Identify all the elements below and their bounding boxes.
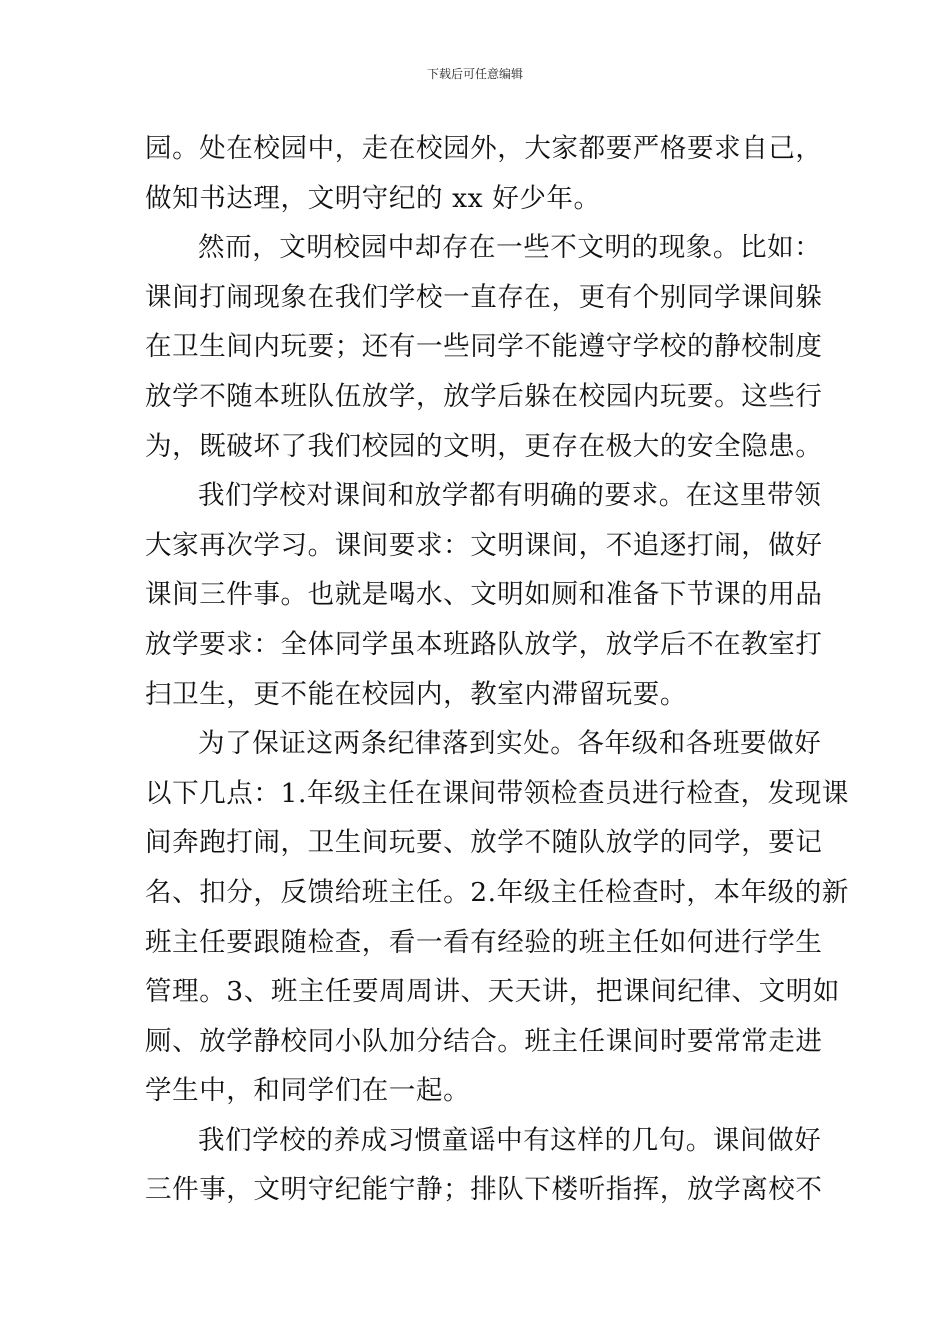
text-line: 课间三件事。也就是喝水、文明如厕和准备下节课的用品: [145, 579, 823, 611]
text-line: 扫卫生，更不能在校园内，教室内滞留玩要。: [145, 678, 687, 710]
text-line: 学生中，和同学们在一起。: [145, 1075, 471, 1107]
paragraph-5: [145, 1116, 823, 1215]
paragraph-1: [145, 124, 823, 223]
text-line: 三件事，文明守纪能宁静；排队下楼听指挥，放学离校不: [145, 1174, 823, 1206]
text-line: 放学不随本班队伍放学，放学后躲在校园内玩要。这些行: [145, 380, 823, 412]
text-line: 我们学校对课间和放学都有明确的要求。在这里带领: [198, 480, 822, 512]
text-line: 厕、放学静校同小队加分结合。班主任课间时要常常走进: [145, 1025, 823, 1057]
paragraph-3: [145, 471, 823, 719]
text-line: 管理。3、班主任要周周讲、天天讲，把课间纪律、文明如: [145, 976, 840, 1008]
text-line: 班主任要跟随检查，看一看有经验的班主任如何进行学生: [145, 926, 823, 958]
text-line: 课间打闹现象在我们学校一直存在，更有个别同学课间躲: [145, 281, 823, 313]
text-line: 间奔跑打闹，卫生间玩要、放学不随队放学的同学，要记: [145, 827, 823, 859]
text-line: 我们学校的养成习惯童谣中有这样的几句。课间做好: [198, 1124, 822, 1156]
text-line: 为，既破坏了我们校园的文明，更存在极大的安全隐患。: [145, 430, 823, 462]
paragraph-4: [145, 719, 849, 1116]
text-line: 做知书达理，文明守纪的 xx 好少年。: [145, 182, 601, 214]
page-header: 下载后可任意编辑: [426, 67, 523, 81]
document-body: [145, 124, 849, 1215]
text-line: 为了保证这两条纪律落到实处。各年级和各班要做好: [198, 728, 822, 760]
text-line: 名、扣分，反馈给班主任。2.年级主任检查时，本年级的新: [145, 876, 849, 908]
paragraph-2: [145, 223, 823, 471]
text-line: 然而，文明校园中却存在一些不文明的现象。比如：: [198, 232, 822, 264]
text-line: 以下几点：1.年级主任在课间带领检查员进行检查，发现课: [145, 777, 849, 809]
text-line: 在卫生间内玩要；还有一些同学不能遵守学校的静校制度: [145, 331, 823, 363]
text-line: 大家再次学习。课间要求：文明课间，不追逐打闹，做好: [145, 529, 823, 561]
text-line: 园。处在校园中，走在校园外，大家都要严格要求自己，: [145, 133, 823, 164]
text-line: 放学要求：全体同学虽本班路队放学，放学后不在教室打: [145, 628, 823, 660]
